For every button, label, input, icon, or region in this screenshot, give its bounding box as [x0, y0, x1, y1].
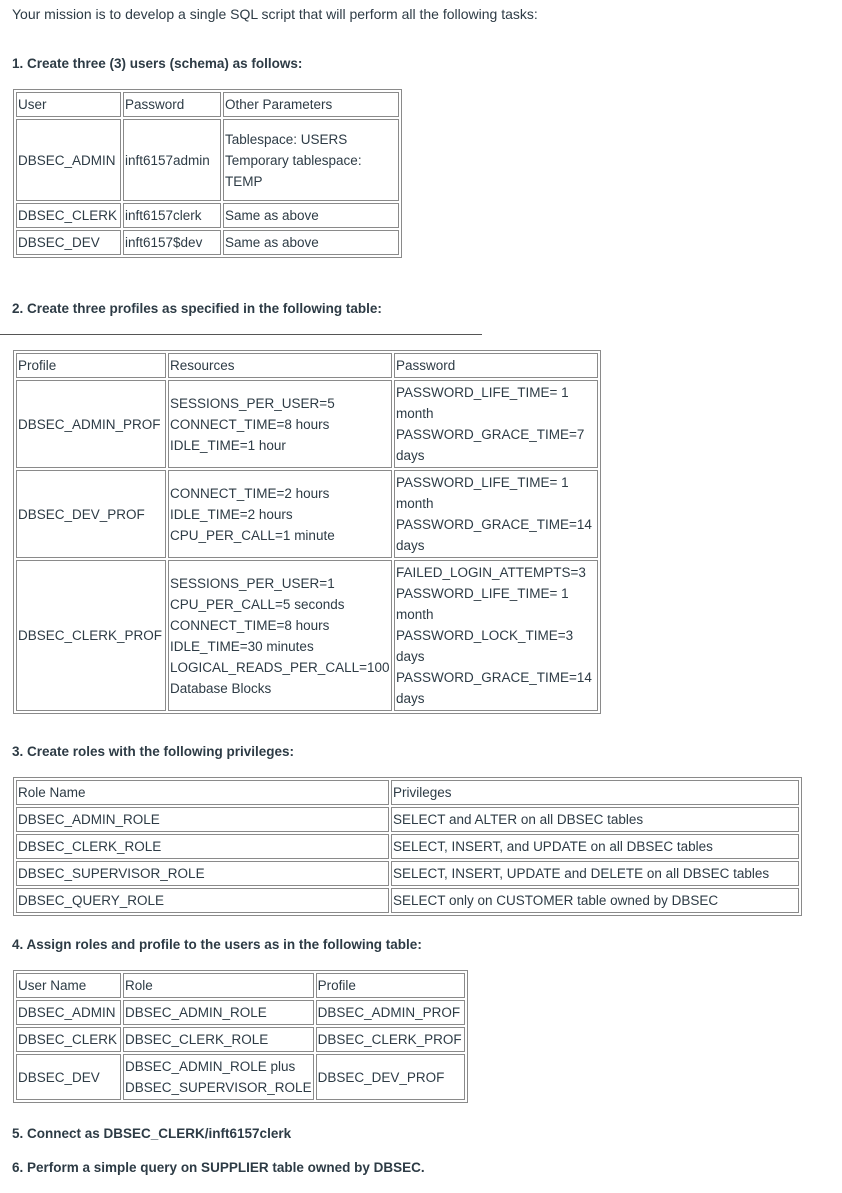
profiles-table — [13, 350, 601, 714]
password-line: month — [396, 607, 434, 622]
role-cell: DBSEC_ADMIN_ROLE — [16, 807, 389, 832]
header-cell: Role Name — [16, 780, 389, 805]
resource-line: CONNECT_TIME=8 hours — [170, 416, 330, 432]
resource-line: SESSIONS_PER_USER=1 — [170, 575, 335, 591]
role-cell: DBSEC_ADMIN_ROLE — [123, 1000, 314, 1025]
password-cell: inft6157admin — [123, 119, 221, 201]
privileges-cell: SELECT, INSERT, UPDATE and DELETE on all DBSEC tables — [391, 861, 799, 886]
password-line: days — [396, 649, 425, 664]
resource-line: CPU_PER_CALL=5 seconds — [170, 596, 345, 612]
password-line: PASSWORD_LIFE_TIME= 1 — [396, 385, 569, 400]
profile-cell: DBSEC_DEV_PROF — [316, 1054, 465, 1100]
table-header-row — [16, 353, 598, 378]
password-line: PASSWORD_GRACE_TIME=14 — [396, 517, 592, 532]
params-line: Temporary tablespace: — [225, 152, 362, 168]
password-line: days — [396, 691, 425, 706]
resource-line: IDLE_TIME=30 minutes — [170, 638, 314, 654]
header-cell: Role — [123, 973, 314, 998]
resource-line: LOGICAL_READS_PER_CALL=100 — [170, 659, 390, 675]
assignments-table — [13, 970, 468, 1103]
profile-cell: DBSEC_ADMIN_PROF — [316, 1000, 465, 1025]
resource-line: IDLE_TIME=1 hour — [170, 437, 286, 453]
table-row — [16, 470, 598, 558]
role-cell: DBSEC_CLERK_ROLE — [123, 1027, 314, 1052]
role-cell: DBSEC_SUPERVISOR_ROLE — [16, 861, 389, 886]
user-cell: DBSEC_ADMIN — [16, 119, 121, 201]
table-row — [16, 1054, 465, 1100]
password-line: PASSWORD_LIFE_TIME= 1 — [396, 475, 569, 490]
step5-text: 5. Connect as DBSEC_CLERK/inft6157clerk — [12, 1126, 292, 1141]
password-cell: inft6157$dev — [123, 230, 221, 255]
table-row — [16, 807, 799, 832]
section2-heading: 2. Create three profiles as specified in the following table: — [12, 301, 382, 316]
profile-cell: DBSEC_CLERK_PROF — [316, 1027, 465, 1052]
user-cell: DBSEC_ADMIN — [16, 1000, 121, 1025]
password-line: PASSWORD_GRACE_TIME=14 — [396, 670, 592, 685]
password-line: PASSWORD_LOCK_TIME=3 — [396, 628, 574, 643]
section4-heading: 4. Assign roles and profile to the users as in the following table: — [12, 937, 422, 952]
header-cell: User Name — [16, 973, 121, 998]
password-line: days — [396, 448, 425, 463]
header-cell: Resources — [168, 353, 392, 378]
table-row — [16, 834, 799, 859]
password-cell — [394, 380, 598, 468]
params-cell — [223, 119, 399, 201]
password-line: month — [396, 496, 434, 511]
privileges-cell: SELECT and ALTER on all DBSEC tables — [391, 807, 799, 832]
resource-line: IDLE_TIME=2 hours — [170, 506, 293, 522]
table-header-row — [16, 780, 799, 805]
header-cell: Profile — [16, 353, 166, 378]
header-cell: Other Parameters — [223, 92, 399, 117]
params-line: Tablespace: USERS — [225, 131, 348, 147]
header-cell: Password — [394, 353, 598, 378]
password-cell — [394, 470, 598, 558]
divider — [0, 334, 482, 335]
table-row — [16, 560, 598, 711]
table-row — [16, 1000, 465, 1025]
role-line: DBSEC_ADMIN_ROLE plus — [125, 1059, 296, 1074]
resources-cell — [168, 560, 392, 711]
resources-cell — [168, 470, 392, 558]
role-cell — [123, 1054, 314, 1100]
header-cell: User — [16, 92, 121, 117]
intro-text: Your mission is to develop a single SQL script that will perform all the following tasks: — [12, 6, 538, 22]
password-line: FAILED_LOGIN_ATTEMPTS=3 — [396, 565, 586, 580]
header-cell: Profile — [316, 973, 465, 998]
password-line: days — [396, 538, 425, 553]
role-cell: DBSEC_QUERY_ROLE — [16, 888, 389, 913]
resource-line: Database Blocks — [170, 680, 272, 696]
table-row — [16, 888, 799, 913]
step6-text: 6. Perform a simple query on SUPPLIER table owned by DBSEC. — [12, 1160, 425, 1175]
privileges-cell: SELECT only on CUSTOMER table owned by DBSEC — [391, 888, 799, 913]
params-cell: Same as above — [223, 203, 399, 228]
profile-cell: DBSEC_DEV_PROF — [16, 470, 166, 558]
resource-line: CPU_PER_CALL=1 minute — [170, 527, 335, 543]
user-cell: DBSEC_DEV — [16, 230, 121, 255]
role-line: DBSEC_SUPERVISOR_ROLE — [125, 1080, 312, 1095]
header-cell: Privileges — [391, 780, 799, 805]
resource-line: CONNECT_TIME=8 hours — [170, 617, 330, 633]
profile-cell: DBSEC_CLERK_PROF — [16, 560, 166, 711]
password-line: month — [396, 406, 434, 421]
privileges-cell: SELECT, INSERT, and UPDATE on all DBSEC tables — [391, 834, 799, 859]
resource-line: CONNECT_TIME=2 hours — [170, 485, 330, 501]
resource-line: SESSIONS_PER_USER=5 — [170, 395, 335, 411]
table-row — [16, 380, 598, 468]
user-cell: DBSEC_CLERK — [16, 1027, 121, 1052]
section3-heading: 3. Create roles with the following privileges: — [12, 744, 295, 759]
section1-heading: 1. Create three (3) users (schema) as follows: — [12, 56, 303, 71]
params-cell: Same as above — [223, 230, 399, 255]
table-row — [16, 1027, 465, 1052]
resources-cell — [168, 380, 392, 468]
roles-table — [13, 777, 802, 916]
password-line: PASSWORD_GRACE_TIME=7 — [396, 427, 585, 442]
table-row — [16, 230, 399, 255]
table-row — [16, 203, 399, 228]
table-header-row — [16, 92, 399, 117]
password-cell — [394, 560, 598, 711]
password-cell: inft6157clerk — [123, 203, 221, 228]
table-row — [16, 119, 399, 201]
table-row — [16, 861, 799, 886]
params-line: TEMP — [225, 173, 263, 189]
user-cell: DBSEC_DEV — [16, 1054, 121, 1100]
password-line: PASSWORD_LIFE_TIME= 1 — [396, 586, 569, 601]
user-cell: DBSEC_CLERK — [16, 203, 121, 228]
header-cell: Password — [123, 92, 221, 117]
users-table — [13, 89, 402, 258]
table-header-row — [16, 973, 465, 998]
role-cell: DBSEC_CLERK_ROLE — [16, 834, 389, 859]
profile-cell: DBSEC_ADMIN_PROF — [16, 380, 166, 468]
